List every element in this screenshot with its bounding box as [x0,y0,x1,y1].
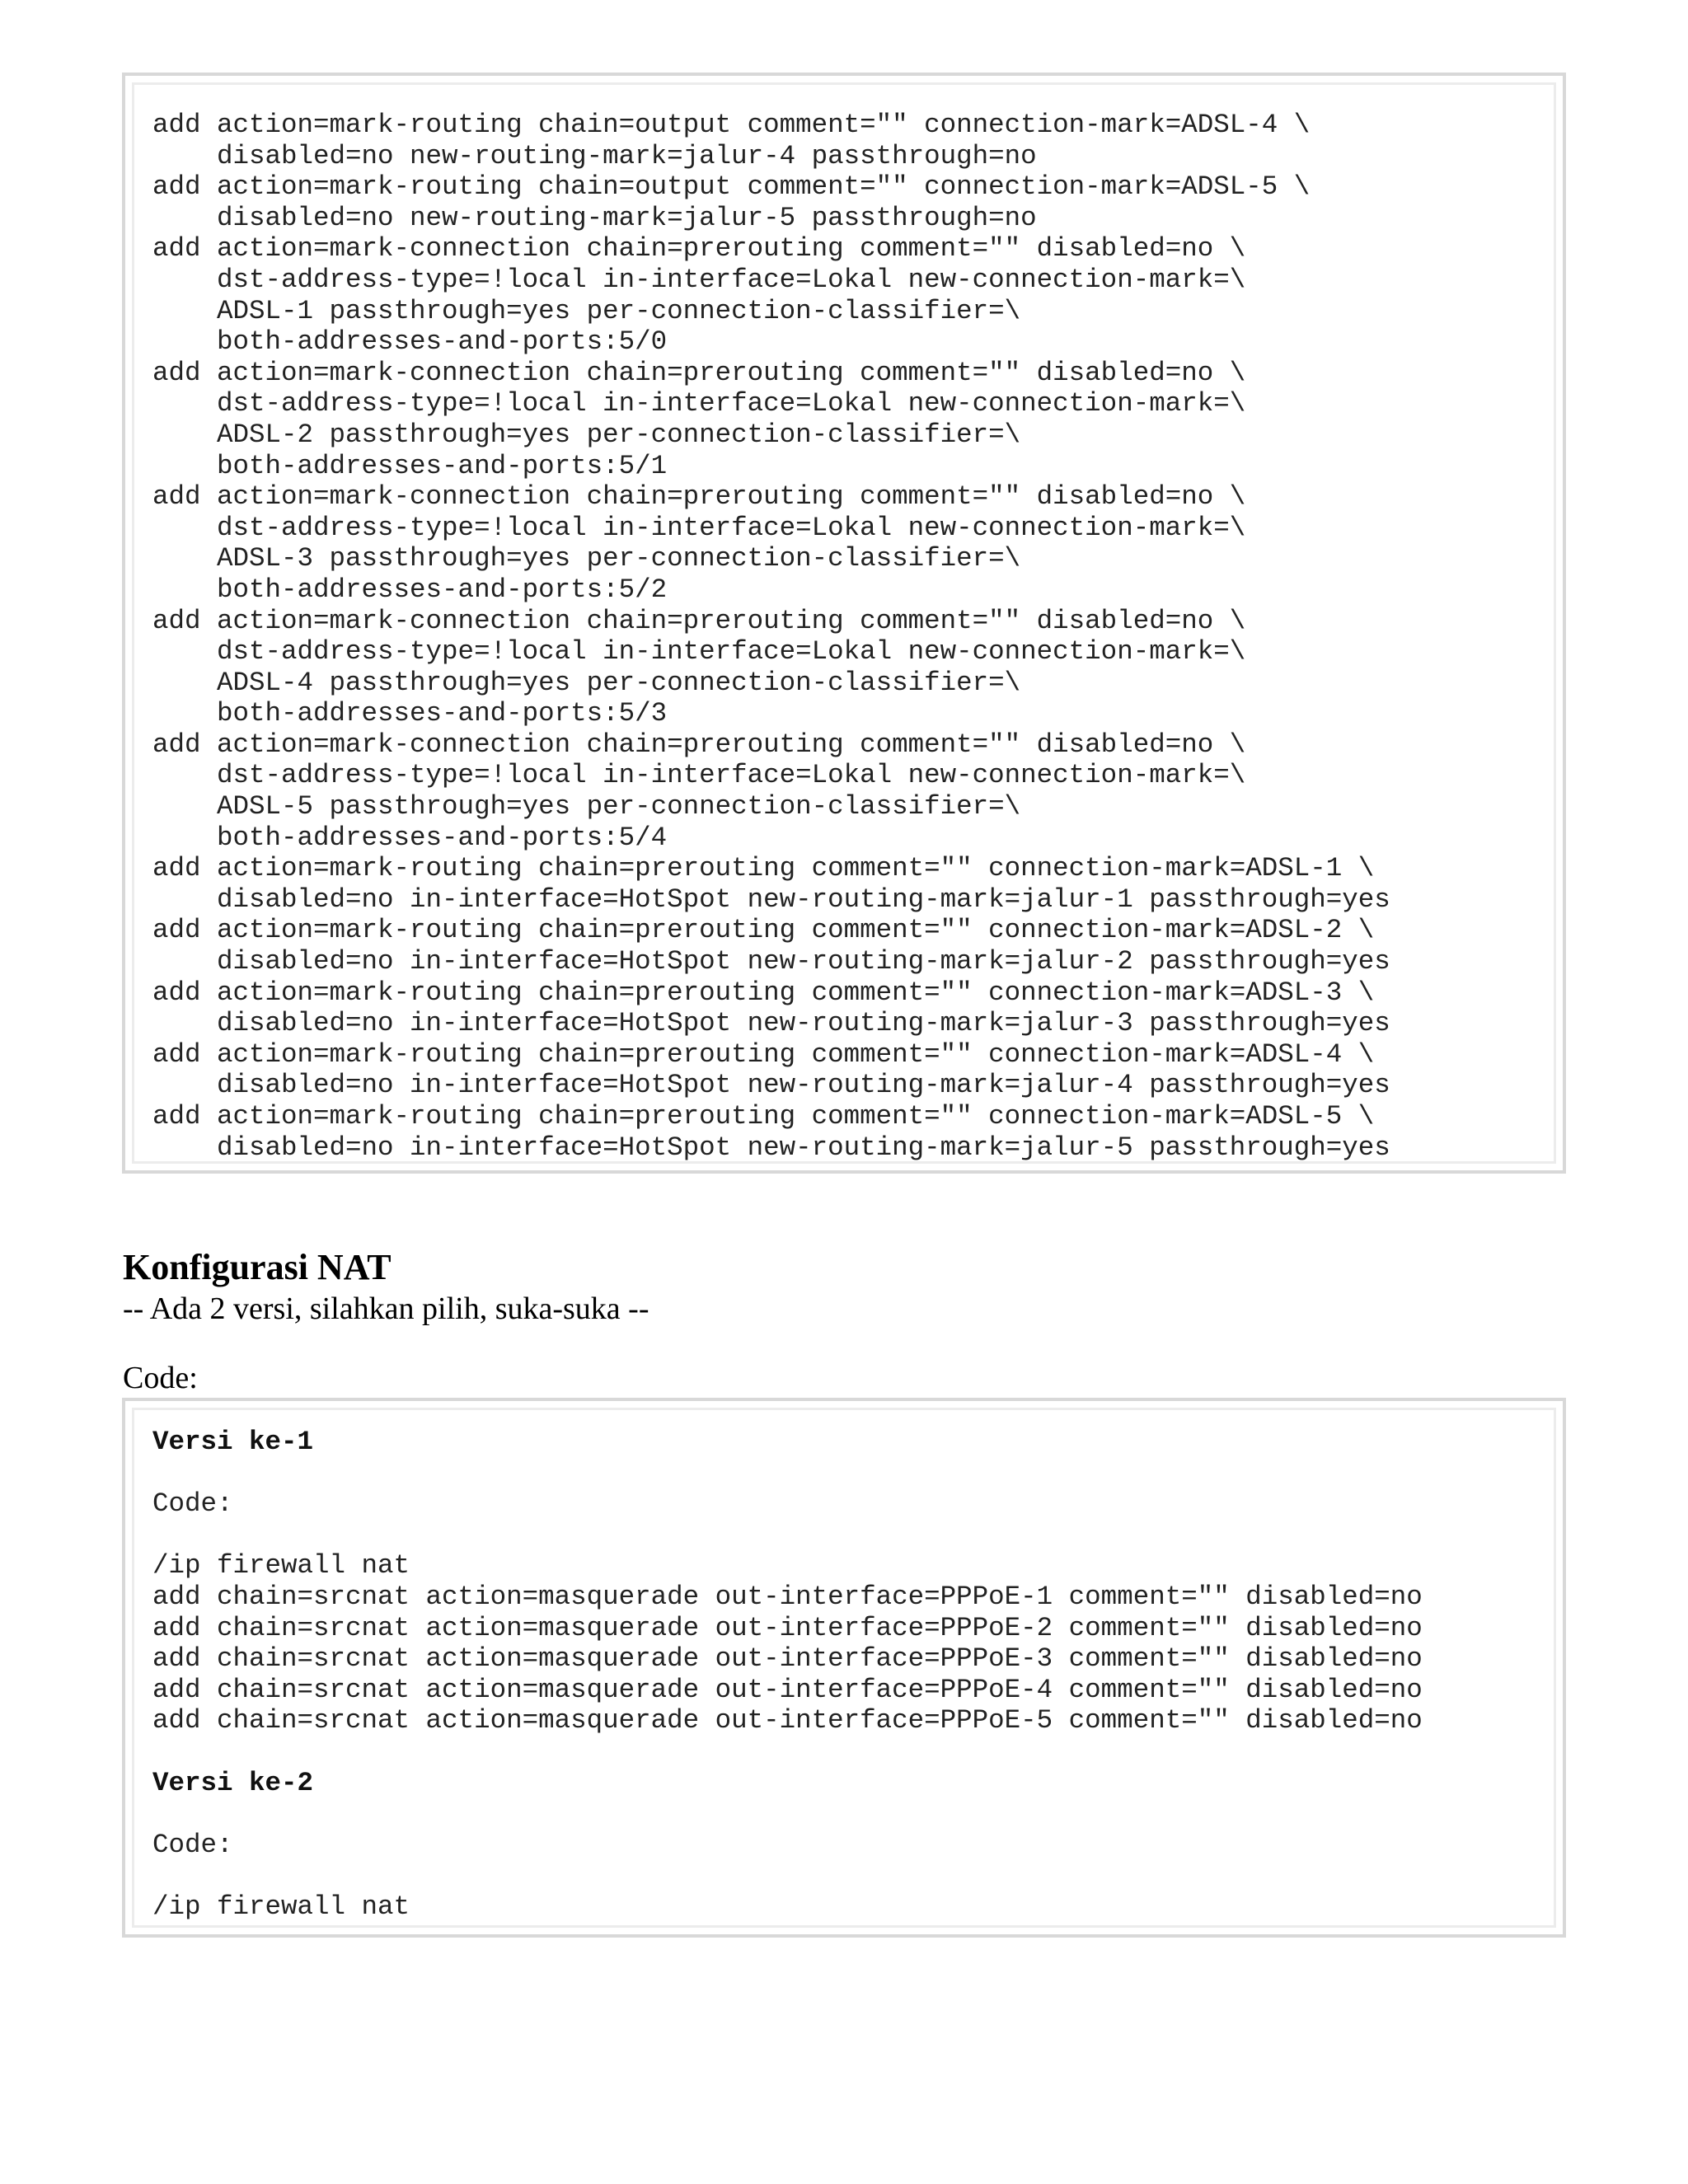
code-line: add action=mark-routing chain=prerouting comment="" connection-mark=ADSL-1 \ [152,853,1375,884]
code-line: dst-address-type=!local in-interface=Lokal new-connection-mark=\ [152,760,1246,791]
code-line: add action=mark-connection chain=prerouting comment="" disabled=no \ [152,481,1246,513]
code-line: add action=mark-connection chain=prerouting comment="" disabled=no \ [152,357,1246,388]
code-line: add action=mark-routing chain=prerouting comment="" connection-mark=ADSL-5 \ [152,1101,1375,1132]
code-line: both-addresses-and-ports:5/2 [152,574,668,605]
code-line: both-addresses-and-ports:5/3 [152,698,668,729]
code-line: add chain=srcnat action=masquerade out-interface=PPPoE-1 comment="" disabled=no [152,1581,1423,1612]
code-line: add action=mark-routing chain=output comment="" connection-mark=ADSL-4 \ [152,110,1311,140]
code-line [152,1798,1536,1830]
code-line: dst-address-type=!local in-interface=Lokal new-connection-mark=\ [152,264,1246,295]
code-line [152,1458,1536,1489]
code-line: disabled=no in-interface=HotSpot new-routing-mark=jalur-5 passthrough=yes [152,1132,1390,1163]
code-line [152,1860,1536,1891]
code-line: Versi ke-1 [152,1427,314,1457]
code-line: disabled=no in-interface=HotSpot new-routing-mark=jalur-1 passthrough=yes [152,883,1390,915]
code-line: add action=mark-routing chain=output comment="" connection-mark=ADSL-5 \ [152,171,1311,203]
code-line: add action=mark-routing chain=prerouting comment="" connection-mark=ADSL-2 \ [152,915,1375,946]
code-line: ADSL-1 passthrough=yes per-connection-classifier=\ [152,295,1021,326]
code-line: add action=mark-routing chain=prerouting comment="" connection-mark=ADSL-4 \ [152,1038,1375,1070]
code-line: add action=mark-connection chain=prerouting comment="" disabled=no \ [152,729,1246,760]
code-line: add action=mark-connection chain=prerouting comment="" disabled=no \ [152,605,1246,636]
code-line: dst-address-type=!local in-interface=Lokal new-connection-mark=\ [152,636,1246,668]
code-block-mangle [122,73,1566,1174]
code-line: ADSL-3 passthrough=yes per-connection-classifier=\ [152,543,1021,574]
code-line: both-addresses-and-ports:5/4 [152,822,668,853]
code-line: /ip firewall nat [152,1550,410,1582]
code-line: both-addresses-and-ports:5/1 [152,450,668,481]
code-line: add chain=srcnat action=masquerade out-interface=PPPoE-3 comment="" disabled=no [152,1643,1423,1675]
code-line: add action=mark-routing chain=prerouting comment="" connection-mark=ADSL-3 \ [152,977,1375,1008]
code-line: add chain=srcnat action=masquerade out-interface=PPPoE-2 comment="" disabled=no [152,1612,1423,1643]
code-line: disabled=no new-routing-mark=jalur-4 passthrough=no [152,140,1037,171]
code-line: disabled=no in-interface=HotSpot new-routing-mark=jalur-4 passthrough=yes [152,1070,1390,1101]
section-subtitle: -- Ada 2 versi, silahkan pilih, suka-suka -- [123,1291,649,1326]
code-block-nat [122,1398,1566,1938]
code-line: add chain=srcnat action=masquerade out-interface=PPPoE-4 comment="" disabled=no [152,1674,1423,1705]
code-line: Versi ke-2 [152,1767,314,1798]
code-line: Code: [152,1829,233,1860]
code-line: disabled=no new-routing-mark=jalur-5 passthrough=no [152,202,1037,233]
code-line: ADSL-5 passthrough=yes per-connection-classifier=\ [152,791,1021,823]
code-line: dst-address-type=!local in-interface=Lokal new-connection-mark=\ [152,388,1246,419]
code-block-nat-content [132,1408,1556,1928]
code-line: ADSL-2 passthrough=yes per-connection-classifier=\ [152,419,1021,450]
code-line [152,1520,1536,1551]
code-line [152,1736,1536,1768]
code-line: add chain=srcnat action=masquerade out-interface=PPPoE-5 comment="" disabled=no [152,1705,1423,1736]
section-heading-nat: Konfigurasi NAT [123,1247,392,1287]
code-block-mangle-content [132,82,1556,1164]
code-line: /ip firewall nat [152,1891,410,1922]
code-line: add action=mark-connection chain=prerouting comment="" disabled=no \ [152,233,1246,265]
code-line: disabled=no in-interface=HotSpot new-routing-mark=jalur-3 passthrough=yes [152,1008,1390,1039]
code-line: Code: [152,1488,233,1520]
code-line: both-addresses-and-ports:5/0 [152,326,668,358]
code-line: disabled=no in-interface=HotSpot new-routing-mark=jalur-2 passthrough=yes [152,946,1390,977]
code-line: ADSL-4 passthrough=yes per-connection-classifier=\ [152,667,1021,698]
code-label: Code: [123,1361,198,1395]
code-line: dst-address-type=!local in-interface=Lokal new-connection-mark=\ [152,512,1246,543]
